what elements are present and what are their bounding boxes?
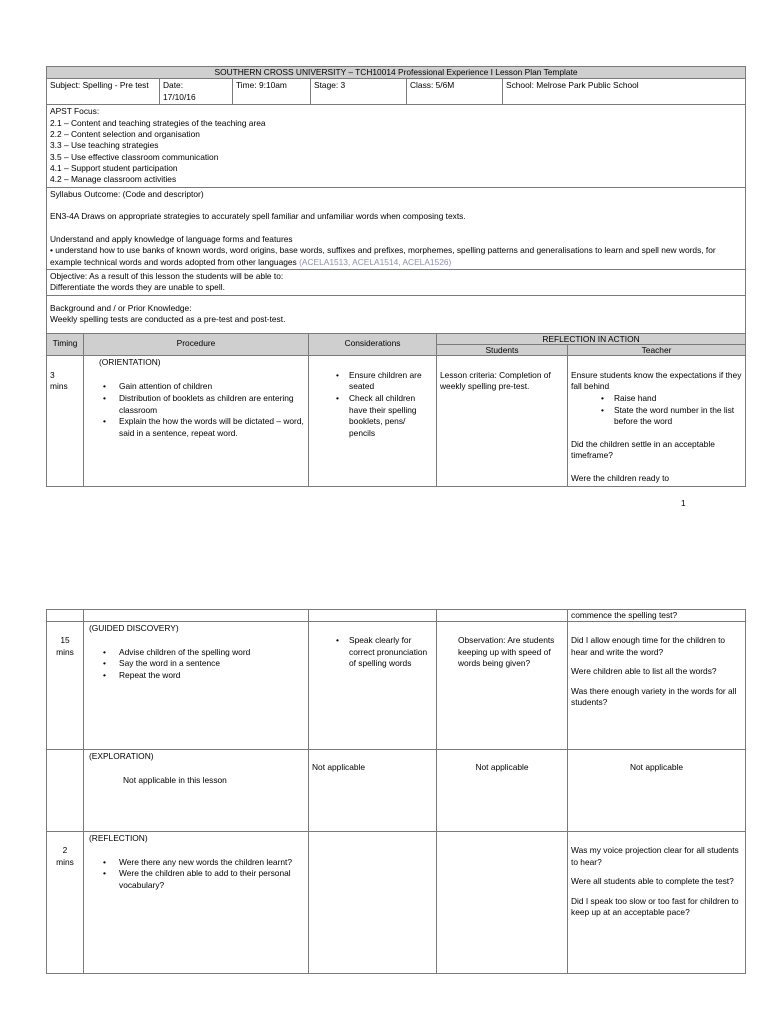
list-item: • Gain attention of children	[119, 381, 305, 393]
empty-cell	[309, 610, 437, 622]
col-students: Students	[437, 344, 568, 355]
guided-procedure	[84, 622, 309, 750]
apst-item: 4.2 – Manage classroom activities	[50, 174, 177, 185]
col-reflection-in-action: REFLECTION IN ACTION	[437, 333, 746, 344]
list-item: • Were there any new words the children learnt?	[119, 857, 305, 869]
date-cell	[160, 79, 233, 105]
exploration-teacher: Not applicable	[568, 750, 746, 832]
reflection-considerations	[309, 832, 437, 974]
teacher-question: Were the children ready to	[571, 472, 670, 483]
col-teacher: Teacher	[568, 344, 746, 355]
apst-focus-cell	[47, 105, 746, 187]
apst-title: APST Focus:	[50, 106, 100, 117]
acara-codes: (ACELA1513, ACELA1514, ACELA1526)	[299, 256, 452, 267]
objective-title: Objective: As a result of this lesson the students will be able to:	[50, 270, 284, 281]
apst-item: 3.5 – Use effective classroom communication	[50, 151, 219, 162]
list-item: • Were the children able to add to their personal vocabulary?	[119, 868, 305, 891]
class-cell: Class: 5/6M	[407, 79, 503, 105]
col-procedure: Procedure	[84, 333, 309, 355]
objective-cell	[47, 269, 746, 295]
guided-timing: 15 mins	[47, 622, 84, 750]
time-cell: Time: 9:10am	[233, 79, 311, 105]
stage-label: (EXPLORATION)	[89, 751, 154, 761]
list-item: • Raise hand	[614, 393, 742, 405]
apst-item: 2.1 – Content and teaching strategies of the teaching area	[50, 117, 266, 128]
background-title: Background and / or Prior Knowledge:	[50, 302, 192, 313]
apst-item: 3.3 – Use teaching strategies	[50, 140, 159, 151]
stage-label: (GUIDED DISCOVERY)	[89, 623, 179, 633]
understand-text: • understand how to use banks of known words, word origins, base words, suffixes and prefixes, morphemes, spelling patterns and generalisations to learn and spell new words, for example technical words and words adopted from other languages (ACELA1513, ACELA1514, ACELA1526)	[50, 245, 716, 267]
guided-students: Observation: Are students keeping up with speed of words being given?	[437, 622, 568, 750]
teacher-question: Was my voice projection clear for all students to hear?	[571, 845, 739, 867]
teacher-intro: Ensure students know the expectations if they fall behind	[571, 369, 742, 392]
reflection-teacher	[568, 832, 746, 974]
empty-cell	[84, 610, 309, 622]
list-item: • Advise children of the spelling word	[119, 647, 305, 659]
procedure-table	[46, 333, 746, 487]
empty-cell	[437, 610, 568, 622]
reflection-procedure	[84, 832, 309, 974]
reflection-timing: 2 mins	[47, 832, 84, 974]
guided-considerations	[309, 622, 437, 750]
background-text: Weekly spelling tests are conducted as a pre-test and post-test.	[50, 314, 286, 325]
subject-cell: Subject: Spelling - Pre test	[47, 79, 160, 105]
exploration-timing	[47, 750, 84, 832]
page-1	[46, 66, 745, 487]
background-cell	[47, 295, 746, 333]
syllabus-title: Syllabus Outcome: (Code and descriptor)	[50, 188, 204, 199]
list-item: • Say the word in a sentence	[119, 658, 305, 670]
document-header: SOUTHERN CROSS UNIVERSITY – TCH10014 Professional Experience I Lesson Plan Template	[47, 67, 746, 79]
list-item: • Explain the how the words will be dictated – word, said in a sentence, repeat word.	[119, 416, 305, 439]
syllabus-outcome: EN3-4A Draws on appropriate strategies to accurately spell familiar and unfamiliar words when composing texts.	[50, 211, 466, 222]
empty-cell	[47, 610, 84, 622]
list-item: • State the word number in the list before the word	[614, 405, 742, 428]
col-considerations: Considerations	[309, 333, 437, 355]
procedure-table-continued	[46, 609, 746, 974]
exploration-procedure	[84, 750, 309, 832]
date-value: 17/10/16	[163, 91, 196, 102]
lesson-plan-header-table	[46, 66, 746, 334]
teacher-question: Were all students able to complete the test?	[571, 876, 734, 887]
list-item: • Check all children have their spelling booklets, pens/ pencils	[349, 393, 433, 439]
apst-item: 2.2 – Content selection and organisation	[50, 128, 200, 139]
apst-item: 4.1 – Support student participation	[50, 162, 178, 173]
stage-label: (REFLECTION)	[89, 833, 148, 843]
teacher-question: Did the children settle in an acceptable timeframe?	[571, 438, 715, 461]
orientation-teacher	[568, 355, 746, 486]
exploration-considerations: Not applicable	[309, 750, 437, 832]
stage-label: (ORIENTATION)	[99, 356, 161, 367]
list-item: • Distribution of booklets as children are entering classroom	[119, 393, 305, 416]
list-item: • Speak clearly for correct pronunciation of spelling words	[349, 635, 433, 670]
understand-title: Understand and apply knowledge of language forms and features	[50, 233, 293, 244]
reflection-students	[437, 832, 568, 974]
teacher-question: Were children able to list all the words?	[571, 666, 717, 677]
orientation-students: Lesson criteria: Completion of weekly spelling pre-test.	[437, 355, 568, 486]
orientation-procedure	[84, 355, 309, 486]
stage-cell: Stage: 3	[311, 79, 407, 105]
school-cell: School: Melrose Park Public School	[503, 79, 746, 105]
page-number: 1	[681, 498, 686, 508]
objective-text: Differentiate the words they are unable to spell.	[50, 282, 225, 293]
continued-teacher: commence the spelling test?	[568, 610, 746, 622]
exploration-students: Not applicable	[437, 750, 568, 832]
teacher-question: Did I speak too slow or too fast for children to keep up at an acceptable pace?	[571, 895, 739, 918]
orientation-considerations	[309, 355, 437, 486]
page-2	[46, 609, 745, 974]
exploration-text: Not applicable in this lesson	[123, 774, 227, 785]
orientation-timing: 3 mins	[47, 355, 84, 486]
guided-teacher	[568, 622, 746, 750]
syllabus-outcome-cell	[47, 187, 746, 269]
date-label: Date:	[163, 80, 184, 90]
teacher-question: Was there enough variety in the words for all students?	[571, 685, 737, 708]
teacher-question: Did I allow enough time for the children to hear and write the word?	[571, 635, 726, 657]
list-item: • Ensure children are seated	[349, 370, 433, 393]
list-item: • Repeat the word	[119, 670, 305, 682]
col-timing: Timing	[47, 333, 84, 355]
